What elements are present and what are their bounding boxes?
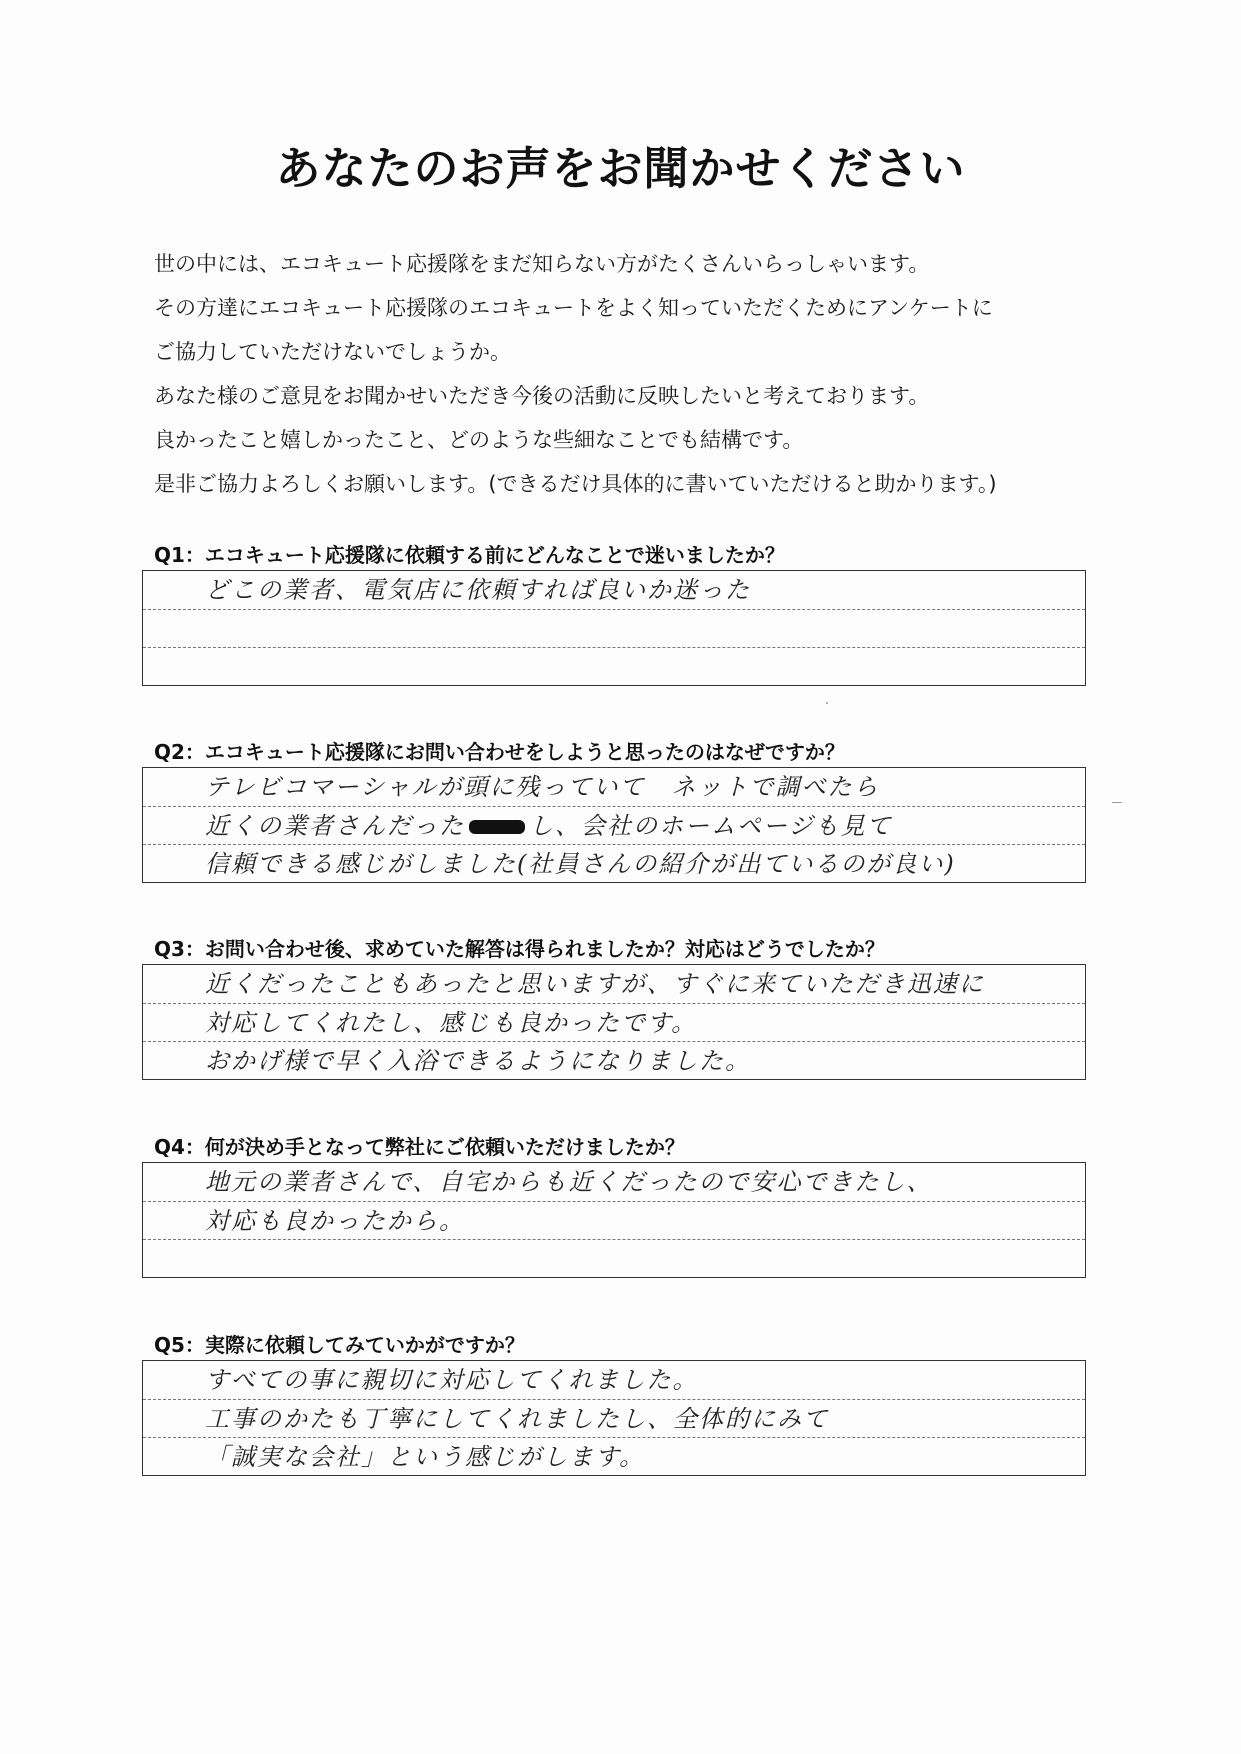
answer-box-q4[interactable]: [142, 1162, 1086, 1278]
question-block-q2: [142, 737, 1089, 883]
question-label-q5: Q5：実際に依頼してみていかがですか？: [154, 1333, 525, 1357]
scan-speck: [826, 702, 828, 704]
question-label-q4: Q4：何が決め手となって弊社にご依頼いただけましたか？: [154, 1135, 685, 1159]
question-block-q1: [142, 540, 1089, 686]
answer-box-q1[interactable]: [142, 570, 1086, 686]
intro-line-3: ご協力していただけないでしょうか。: [154, 340, 511, 364]
intro-line-6: 是非ご協力よろしくお願いします。(できるだけ具体的に書いていただけると助かります。): [154, 472, 997, 496]
answer-line-q1-3: [143, 648, 1085, 687]
intro-text: [154, 242, 1114, 506]
redaction-mark: [469, 820, 525, 834]
page-title: あなたのお声をお聞かせください: [275, 142, 966, 195]
answer-line-q2-2-after: し、会社のホームページも見て: [529, 811, 893, 840]
answer-line-q1-2: [143, 610, 1085, 649]
answer-line-q4-3: [143, 1240, 1085, 1279]
answer-line-q3-2: 対応してくれたし、感じも良かったです。: [143, 1004, 1085, 1043]
intro-line-4: あなた様のご意見をお聞かせいただき今後の活動に反映したいと考えております。: [154, 384, 930, 408]
question-block-q4: [142, 1132, 1089, 1278]
question-label-q1: Q1：エコキュート応援隊に依頼する前にどんなことで迷いましたか？: [154, 543, 785, 567]
answer-line-q2-2: [143, 807, 1085, 846]
answer-line-q1-1: どこの業者、電気店に依頼すれば良いか迷った: [143, 571, 1085, 610]
answer-line-q5-1: すべての事に親切に対応してくれました。: [143, 1361, 1085, 1400]
answer-line-q2-1: テレビコマーシャルが頭に残っていて ネットで調べたら: [143, 768, 1085, 807]
question-block-q3: [142, 934, 1089, 1080]
question-block-q5: [142, 1330, 1089, 1476]
intro-line-5: 良かったこと嬉しかったこと、どのような些細なことでも結構です。: [154, 428, 804, 452]
answer-line-q4-2: 対応も良かったから。: [143, 1202, 1085, 1241]
question-label-q2: Q2：エコキュート応援隊にお問い合わせをしようと思ったのはなぜですか？: [154, 740, 845, 764]
answer-line-q3-1: 近くだったこともあったと思いますが、すぐに来ていただき迅速に: [143, 965, 1085, 1004]
scan-speck: [1112, 802, 1122, 803]
answer-line-q5-3: 「誠実な会社」という感じがします。: [205, 1443, 646, 1472]
intro-line-2: その方達にエコキュート応援隊のエコキュートをよく知っていただくためにアンケートに: [154, 296, 993, 320]
answer-line-q2-3: 信頼できる感じがしました(社員さんの紹介が出ているのが良い): [205, 850, 956, 879]
answer-box-q5[interactable]: [142, 1360, 1086, 1476]
answer-line-q4-1: 地元の業者さんで、自宅からも近くだったので安心できたし、: [143, 1163, 1085, 1202]
answer-box-q2[interactable]: [142, 767, 1086, 883]
intro-line-1: 世の中には、エコキュート応援隊をまだ知らない方がたくさんいらっしゃいます。: [154, 252, 930, 276]
answer-line-q3-3: おかげ様で早く入浴できるようになりました。: [205, 1047, 751, 1076]
answer-line-q5-2: 工事のかたも丁寧にしてくれましたし、全体的にみて: [143, 1400, 1085, 1439]
answer-box-q3[interactable]: [142, 964, 1086, 1080]
question-label-q3: Q3：お問い合わせ後、求めていた解答は得られましたか？対応はどうでしたか？: [154, 937, 885, 961]
answer-line-q2-2-before: 近くの業者さんだった: [205, 811, 465, 840]
